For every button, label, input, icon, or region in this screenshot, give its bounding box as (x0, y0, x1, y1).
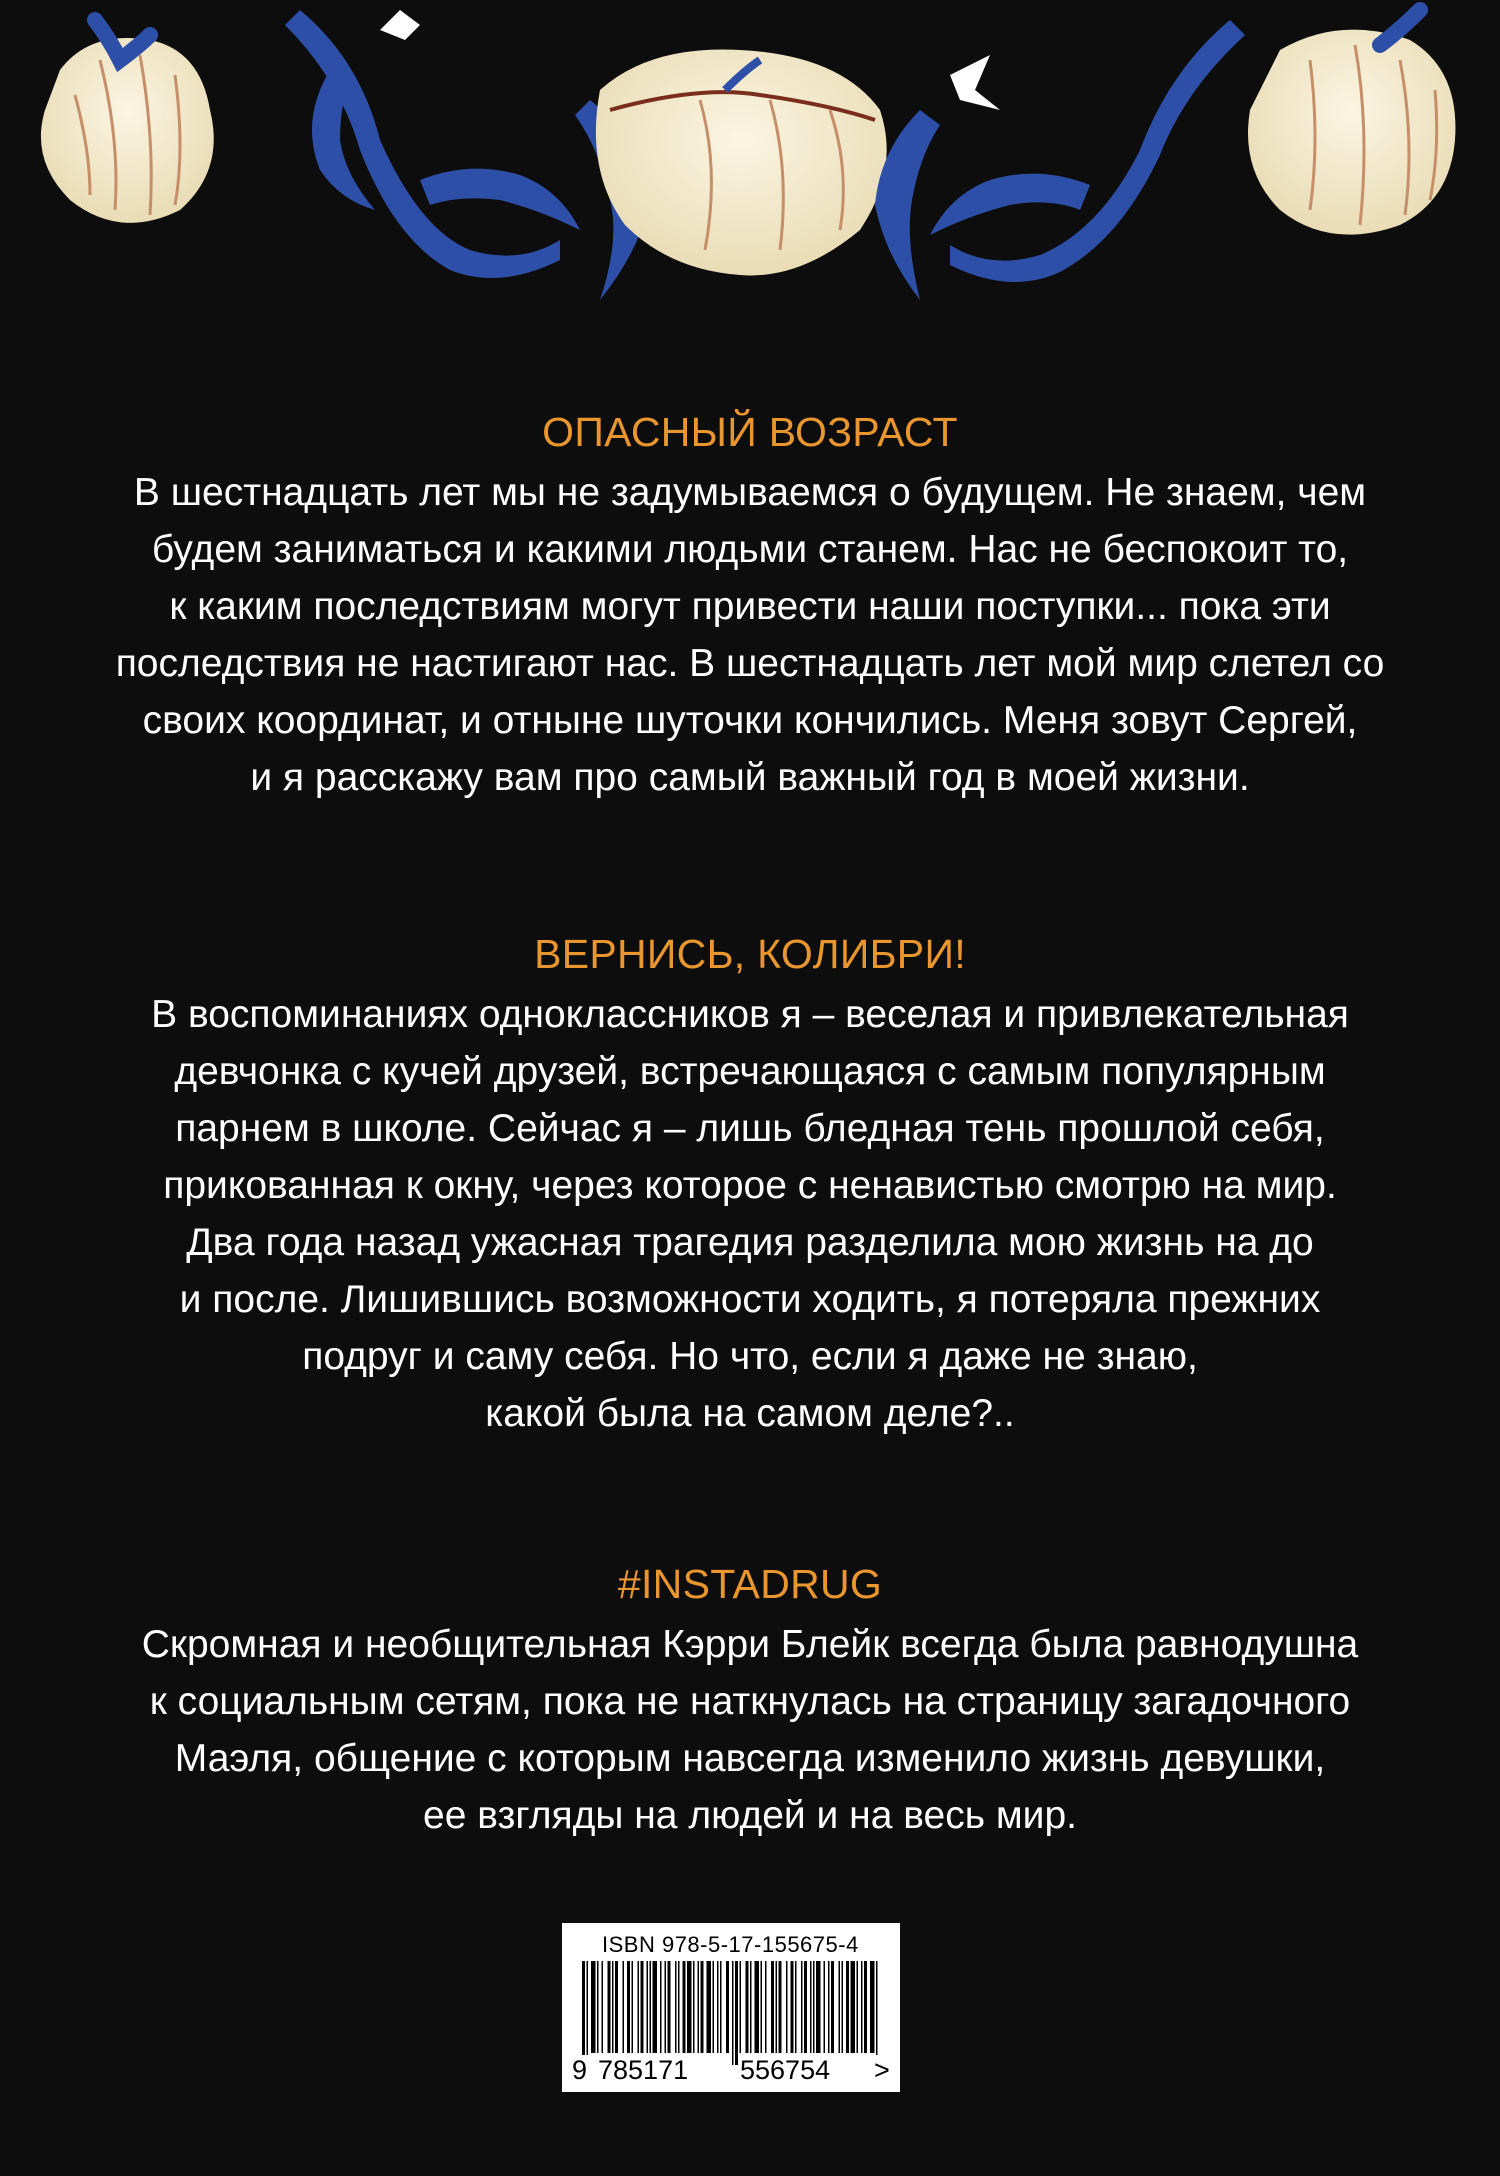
barcode-bar (687, 1961, 692, 2053)
barcode-bar (698, 1961, 700, 2053)
barcode-bar (813, 1961, 815, 2053)
barcode-bar (801, 1961, 803, 2053)
section-come-back-hummingbird (0, 928, 1500, 1442)
barcode-bar (824, 1961, 826, 2053)
barcode-digits-right: 556754 (740, 2055, 831, 2085)
body-line: и после. Лишившись возможности ходить, я потеряла прежних (179, 1278, 1321, 1321)
barcode-bar (701, 1961, 704, 2053)
right-stems (875, 20, 1245, 300)
barcode-bar (791, 1961, 794, 2053)
body-line: какой была на самом деле?.. (485, 1392, 1015, 1435)
barcode-bar (608, 1961, 611, 2053)
left-stems (285, 10, 650, 300)
body-line: Два года назад ужасная трагедия разделила мою жизнь на до (186, 1221, 1314, 1264)
barcode-bar (870, 1961, 875, 2053)
barcode-bar (693, 1961, 695, 2053)
barcode-bar (740, 1961, 742, 2053)
barcode-bar (632, 1961, 634, 2053)
barcode-bar (587, 1961, 589, 2065)
barcode-bar (591, 1961, 596, 2053)
barcode-bar (795, 1961, 797, 2053)
barcode-bar (650, 1961, 652, 2053)
barcode-arrow: > (874, 2055, 890, 2085)
barcode-bar (851, 1961, 856, 2053)
barcode-bar (831, 1961, 834, 2053)
barcode-bar (765, 1961, 767, 2053)
barcode-bar (726, 1961, 729, 2053)
barcode-bar (612, 1961, 614, 2053)
section-title: #INSTADRUG (617, 1561, 883, 1607)
body-line: к социальным сетям, пока не наткнулась на страницу загадочного (149, 1680, 1351, 1723)
barcode-bar (720, 1961, 722, 2053)
barcode-bar (842, 1961, 844, 2053)
barcode-digit-first: 9 (572, 2055, 588, 2085)
barcode-bar (804, 1961, 807, 2053)
right-flower (1248, 10, 1455, 235)
barcode-bar (638, 1961, 640, 2053)
barcode-bar (707, 1961, 712, 2053)
barcode-bars (576, 1961, 886, 2065)
barcode-bar (755, 1961, 760, 2053)
barcode-bar (876, 1961, 878, 2065)
isbn-barcode (562, 1923, 900, 2092)
body-line: последствия не настигают нас. В шестнадцать лет мой мир слетел со (115, 642, 1385, 685)
barcode-bar (641, 1961, 644, 2053)
barcode-digits-left: 785171 (598, 2055, 689, 2085)
barcode-bar (668, 1961, 671, 2053)
body-line: и я расскажу вам про самый важный год в моей жизни. (250, 756, 1250, 799)
barcode-bar (713, 1961, 715, 2053)
barcode-bar (776, 1961, 778, 2053)
barcode-bar (602, 1961, 604, 2053)
barcode-bar (746, 1961, 749, 2053)
barcode-bar (828, 1961, 830, 2053)
barcode-bar (839, 1961, 841, 2053)
barcode-bar (750, 1961, 752, 2053)
body-line: к каким последствиям могут привести наши поступки... пока эти (169, 585, 1331, 628)
section-dangerous-age (0, 406, 1500, 806)
barcode-bar (816, 1961, 821, 2053)
barcode-bar (846, 1961, 849, 2053)
barcode-bar (647, 1961, 649, 2053)
section-title: ОПАСНЫЙ ВОЗРАСТ (542, 409, 958, 455)
body-line: В воспоминаниях одноклассников я – веселая и привлекательная (151, 993, 1349, 1036)
barcode-bar (857, 1961, 859, 2053)
barcode-bar (597, 1961, 599, 2053)
barcode-bar (786, 1961, 788, 2053)
barcode-bar (771, 1961, 774, 2053)
body-line: В шестнадцать лет мы не задумываемся о будущем. Не знаем, чем (133, 471, 1367, 514)
barcode-bar (623, 1961, 625, 2053)
barcode-digits (570, 2055, 892, 2089)
barcode-bar (717, 1961, 719, 2053)
barcode-bar (653, 1961, 658, 2053)
barcode-bar (627, 1961, 630, 2053)
barcode-bar (675, 1961, 677, 2053)
body-line: Скромная и необщительная Кэрри Блейк всегда была равнодушна (141, 1623, 1359, 1666)
barcode-bar (810, 1961, 812, 2053)
barcode-bar (582, 1961, 585, 2065)
section-body (0, 986, 1500, 1442)
section-instadrug (0, 1558, 1500, 1844)
barcode-bar (735, 1961, 738, 2065)
barcode-bar (864, 1961, 867, 2053)
barcode-bar (683, 1961, 686, 2053)
barcode-bar (665, 1961, 667, 2053)
body-line: ее взгляды на людей и на весь мир. (423, 1794, 1077, 1837)
center-flower (596, 50, 887, 276)
barcode-bar (861, 1961, 863, 2053)
body-line: девчонка с кучей друзей, встречающаяся с самым популярным (174, 1050, 1326, 1093)
body-line: прикованная к окну, через которое с ненавистью смотрю на мир. (163, 1164, 1337, 1207)
barcode-bar (660, 1961, 662, 2053)
barcode-bar (779, 1961, 782, 2053)
body-line: своих координат, и отныне шуточки кончились. Меня зовут Сергей, (142, 699, 1358, 742)
barcode-bar (678, 1961, 680, 2053)
barcode-bar (761, 1961, 763, 2053)
barcode-bar (732, 1961, 734, 2065)
isbn-label: ISBN 978-5-17-155675-4 (602, 1932, 859, 1957)
body-line: будем заниматься и какими людьми станем. Нас не беспокоит то, (151, 528, 1349, 571)
left-flower (41, 20, 214, 223)
section-title: ВЕРНИСЬ, КОЛИБРИ! (534, 931, 966, 977)
section-body (0, 1616, 1500, 1844)
body-line: парнем в школе. Сейчас я – лишь бледная тень прошлой себя, (175, 1107, 1325, 1150)
body-line: Маэля, общение с которым навсегда изменило жизнь девушки, (174, 1737, 1326, 1780)
section-body (0, 464, 1500, 806)
barcode-bar (615, 1961, 618, 2053)
body-line: подруг и саму себя. Но что, если я даже не знаю, (302, 1335, 1198, 1378)
flower-ornament-icon (0, 0, 1500, 360)
